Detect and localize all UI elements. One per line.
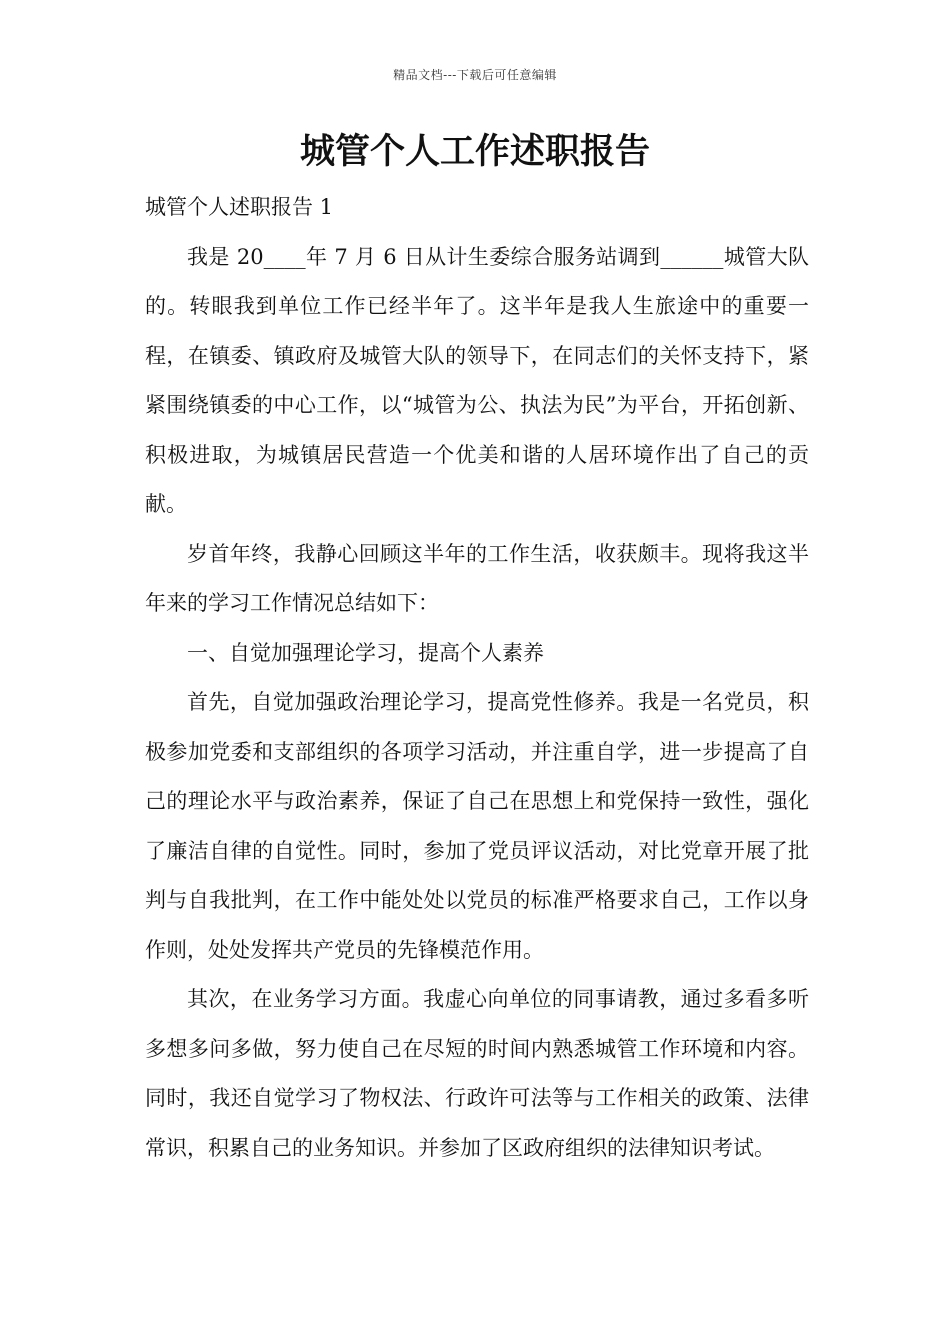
- document-subtitle: 城管个人述职报告 1: [145, 195, 334, 219]
- section-heading-1: 一、自觉加强理论学习，提高个人素养: [187, 640, 544, 665]
- paragraph-business-study: 其次，在业务学习方面。我虚心向单位的同事请教，通过多看多听多想多问多做，努力使自己在尽短的时间内熟悉城管工作环境和内容。同时，我还自觉学习了物权法、行政许可法等与工作相关的政策、法律常识，积累自己的业务知识。并参加了区政府组织的法律知识考试。: [145, 987, 809, 1160]
- header-note: 精品文档---下载后可任意编辑: [393, 68, 557, 82]
- paragraph-political-study: 首先，自觉加强政治理论学习，提高党性修养。我是一名党员，积极参加党委和支部组织的各项学习活动，并注重自学，进一步提高了自己的理论水平与政治素养，保证了自己在思想上和党保持一致性，强化了廉洁自律的自觉性。同时，参加了党员评议活动，对比党章开展了批判与自我批判，在工作中能处处以党员的标准严格要求自己，工作以身作则，处处发挥共产党员的先锋模范作用。: [145, 690, 809, 962]
- document-body: [145, 183, 809, 1173]
- paragraph-review: 岁首年终，我静心回顾这半年的工作生活，收获颇丰。现将我这半年来的学习工作情况总结如下：: [145, 541, 809, 615]
- paragraph-intro: 我是 20____年 7 月 6 日从计生委综合服务站调到______城管大队的。转眼我到单位工作已经半年了。这半年是我人生旅途中的重要一程，在镇委、镇政府及城管大队的领导下，在同志们的关怀支持下，紧紧围绕镇委的中心工作，以“城管为公、执法为民”为平台，开拓创新、积极进取，为城镇居民营造一个优美和谐的人居环境作出了自己的贡献。: [145, 244, 809, 516]
- document-title: 城管个人工作述职报告: [299, 131, 650, 172]
